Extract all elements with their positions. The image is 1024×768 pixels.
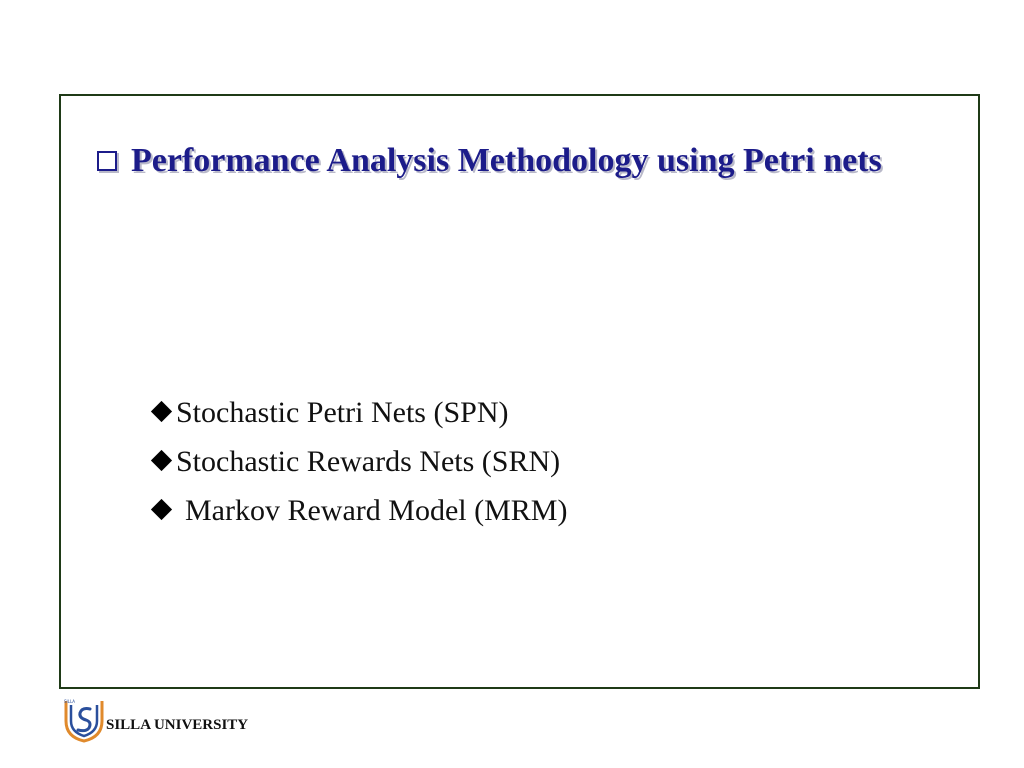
diamond-bullet-icon [151,499,172,520]
bullet-text: Markov Reward Model (MRM) [185,494,568,527]
bullet-item [150,486,567,535]
bullet-text: Stochastic Petri Nets (SPN) [176,396,509,429]
slide-title [97,138,917,184]
bullet-list [150,388,567,535]
checkbox-bullet-icon [97,151,117,171]
bullet-item [150,437,567,486]
diamond-bullet-icon [151,450,172,471]
footer [62,697,248,743]
slide-title-text: Performance Analysis Methodology using Petri nets [131,142,882,179]
content-frame [59,94,980,689]
logo-tiny-text: SILLA [64,699,76,704]
bullet-text: Stochastic Rewards Nets (SRN) [176,445,561,478]
diamond-bullet-icon [151,401,172,422]
bullet-item [150,388,567,437]
silla-university-logo [62,697,106,743]
university-name: SILLA UNIVERSITY [106,716,249,733]
